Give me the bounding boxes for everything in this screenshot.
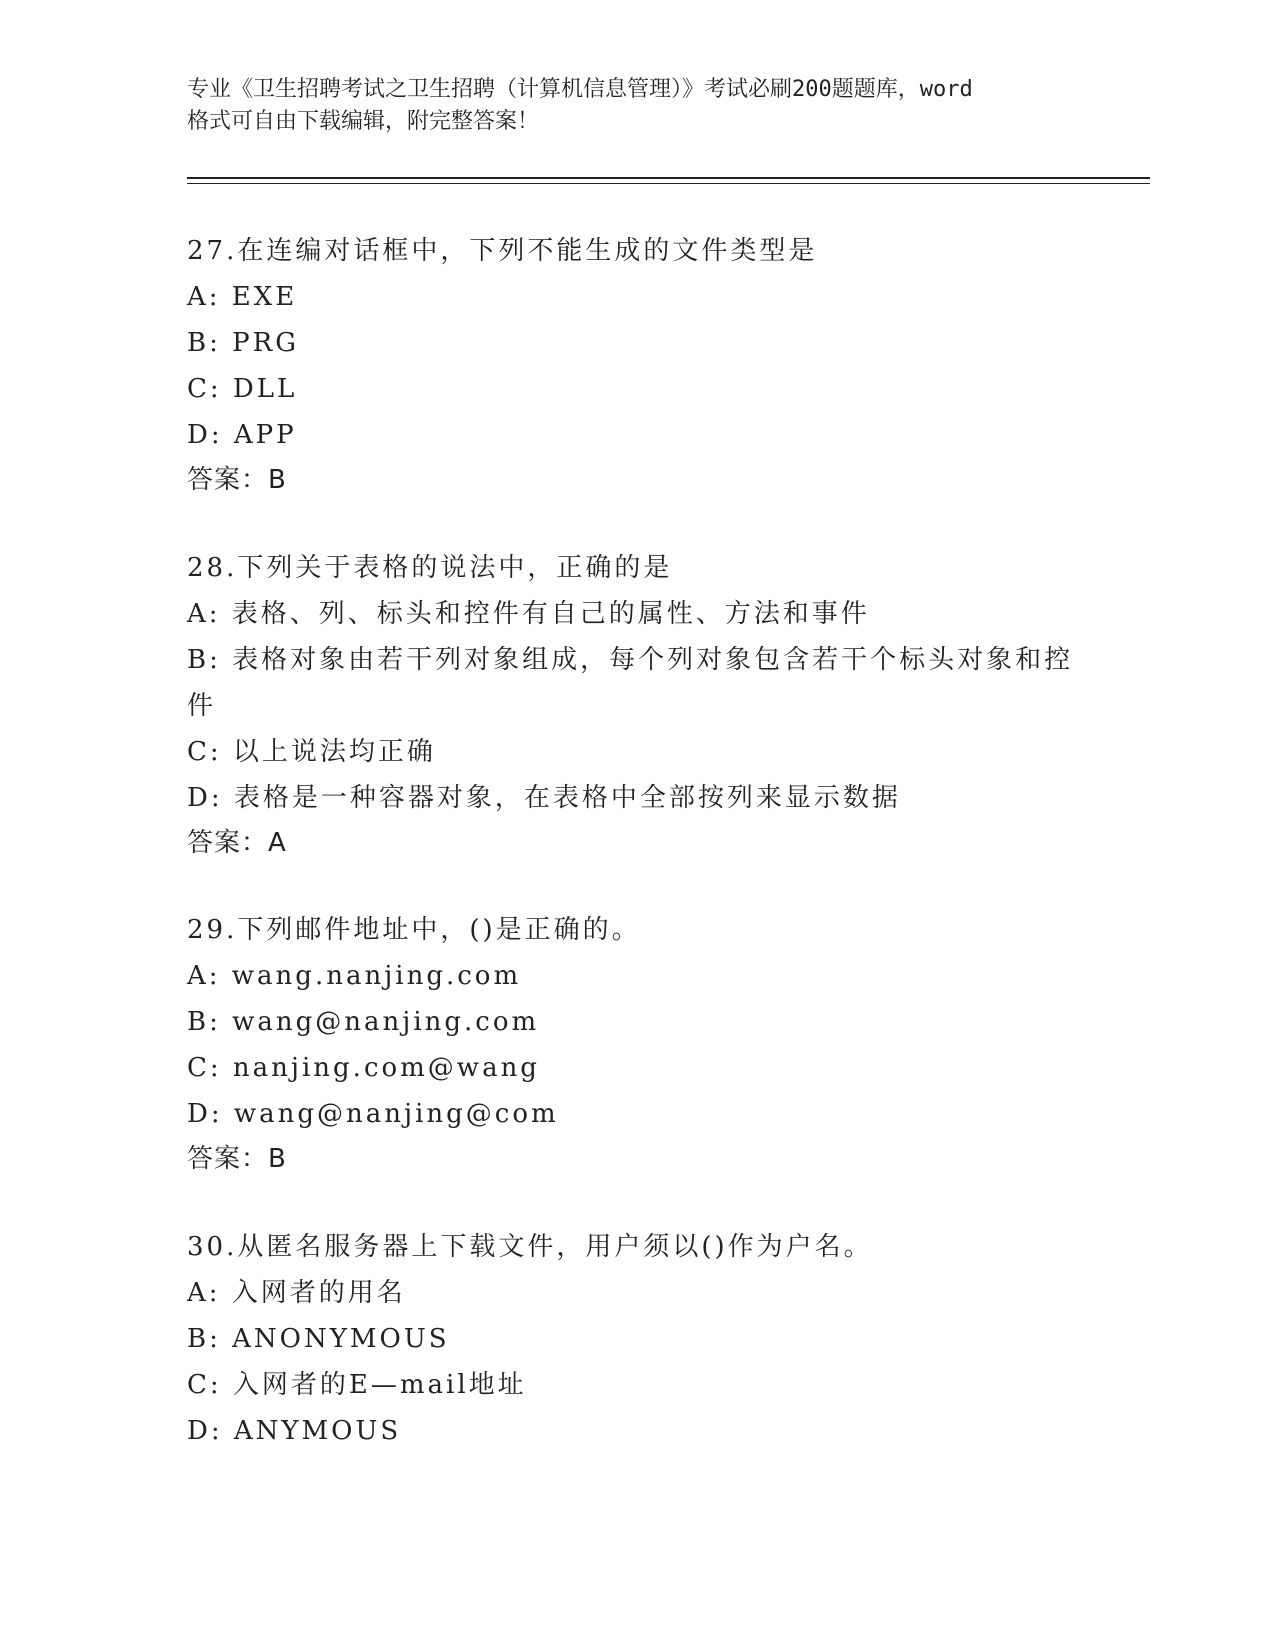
answer-line: 答案：B: [187, 1144, 287, 1174]
answer-line: 答案：A: [187, 828, 287, 858]
question-29: [187, 907, 1087, 1181]
option-b: B: 表格对象由若干列对象组成，每个列对象包含若干个标头对象和控: [187, 645, 1074, 675]
option-c: C: nanjing.com@wang: [187, 1053, 540, 1083]
header-rule-thin: [187, 183, 1150, 184]
option-d: D: ANYMOUS: [187, 1416, 402, 1446]
question-27: [187, 228, 1087, 502]
question-stem: 28.下列关于表格的说法中，正确的是: [187, 553, 673, 583]
option-b: B: wang@nanjing.com: [187, 1007, 540, 1037]
option-c: C: DLL: [187, 374, 298, 404]
question-stem: 29.下列邮件地址中，()是正确的。: [187, 915, 641, 945]
question-30: [187, 1224, 1087, 1454]
option-a: A: wang.nanjing.com: [187, 961, 522, 991]
option-a: A: EXE: [187, 282, 298, 312]
question-28: [187, 545, 1087, 865]
header-rule-thick: [187, 177, 1150, 179]
option-c: C: 入网者的E—mail地址: [187, 1370, 527, 1400]
option-b: B: PRG: [187, 328, 299, 358]
question-stem: 27.在连编对话框中，下列不能生成的文件类型是: [187, 236, 818, 266]
option-a: A: 表格、列、标头和控件有自己的属性、方法和事件: [187, 599, 870, 629]
option-b-continued: 件: [187, 691, 217, 721]
question-stem: 30.从匿名服务器上下载文件，用户须以()作为户名。: [187, 1232, 873, 1262]
option-d: D: 表格是一种容器对象，在表格中全部按列来显示数据: [187, 783, 901, 813]
option-b: B: ANONYMOUS: [187, 1324, 450, 1354]
option-d: D: wang@nanjing@com: [187, 1099, 559, 1129]
document-header: [187, 74, 1087, 138]
option-d: D: APP: [187, 420, 297, 450]
option-c: C: 以上说法均正确: [187, 737, 436, 767]
answer-line: 答案：B: [187, 465, 287, 495]
option-a: A: 入网者的用名: [187, 1278, 406, 1308]
header-line-2: 格式可自由下载编辑，附完整答案！: [187, 109, 540, 134]
header-line-1: 专业《卫生招聘考试之卫生招聘（计算机信息管理）》考试必刷200题题库，word: [187, 77, 973, 102]
